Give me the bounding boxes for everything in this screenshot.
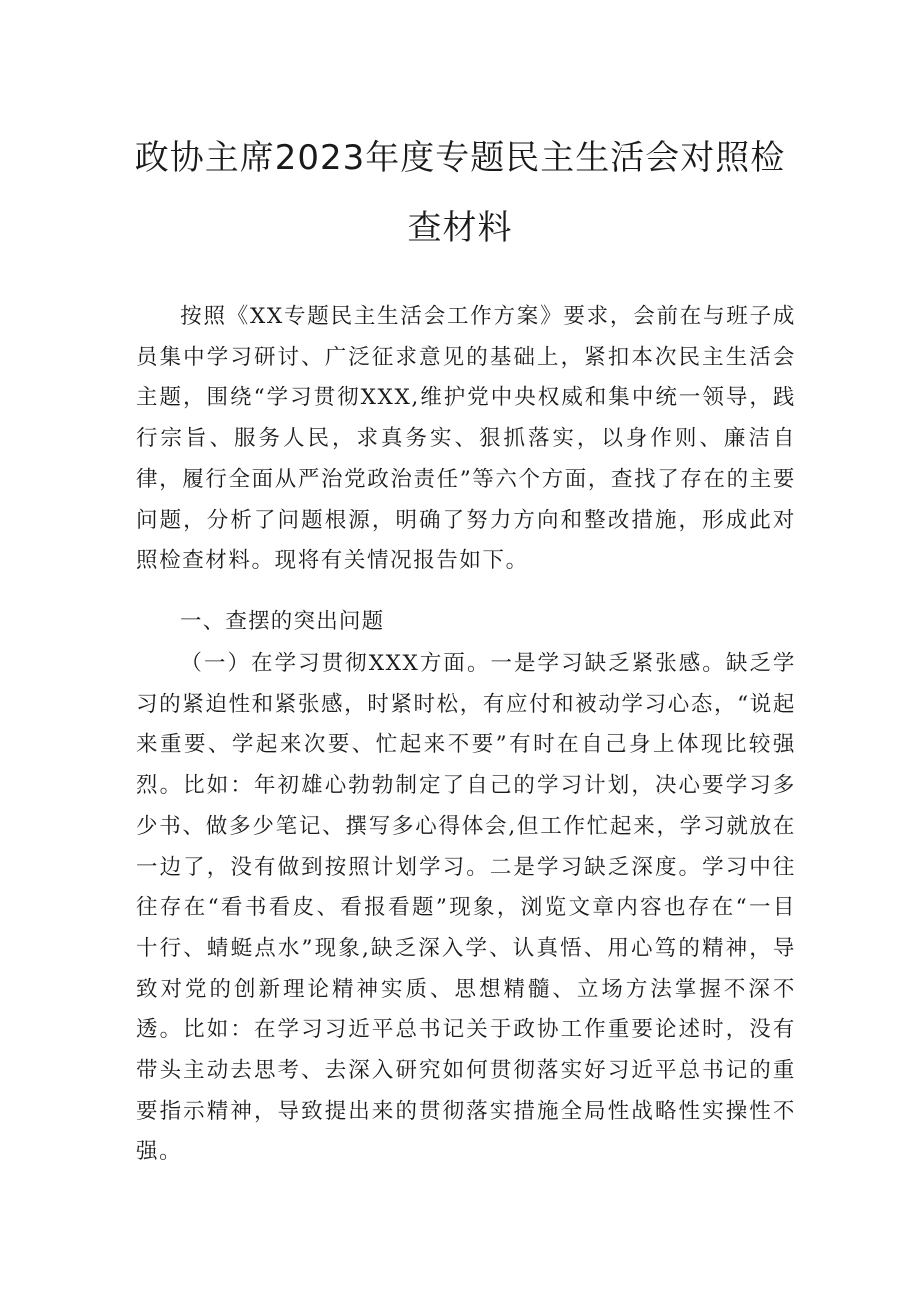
section-1-paragraph — [136, 644, 796, 1173]
intro-paragraph — [136, 297, 796, 582]
document-title-line-2: 查材料 — [407, 208, 513, 248]
section-1-text: （一）在学习贯彻XXX方面。一是学习缺乏紧张感。缺乏学习的紧迫性和紧张感，时紧时松，有应付和被动学习心态，“说起来重要、学起来次要、忙起来不要”有时在自己身上体现比较强烈。比如：年初雄心勃勃制定了自己的学习计划，决心要学习多少书、做多少笔记、撰写多心得体会,但工作忙起来，学习就放在一边了，没有做到按照计划学习。二是学习缺乏深度。学习中往往存在“看书看皮、看报看题”现象，浏览文章内容也存在“一目十行、蜻蜓点水”现象,缺乏深入学、认真悟、用心笃的精神，导致对党的创新理论精神实质、思想精髓、立场方法掌握不深不透。比如：在学习习近平总书记关于政协工作重要论述时，没有带头主动去思考、去深入研究如何贯彻落实好习近平总书记的重要指示精神，导致提出来的贯彻落实措施全局性战略性实操性不强。 — [136, 651, 796, 1165]
intro-text: 按照《XX专题民主生活会工作方案》要求，会前在与班子成员集中学习研讨、广泛征求意见的基础上，紧扣本次民主生活会主题，围绕“学习贯彻XXX,维护党中央权威和集中统一领导，践行宗旨、服务人民，求真务实、狠抓落实，以身作则、廉洁自律，履行全面从严治党政治责任”等六个方面，查找了存在的主要问题，分析了问题根源，明确了努力方向和整改措施，形成此对照检查材料。现将有关情况报告如下。 — [136, 304, 796, 574]
document-title-line-1: 政协主席2023年度专题民主生活会对照检 — [134, 138, 786, 178]
section-heading-1: 一、查摆的突出问题 — [180, 609, 385, 634]
